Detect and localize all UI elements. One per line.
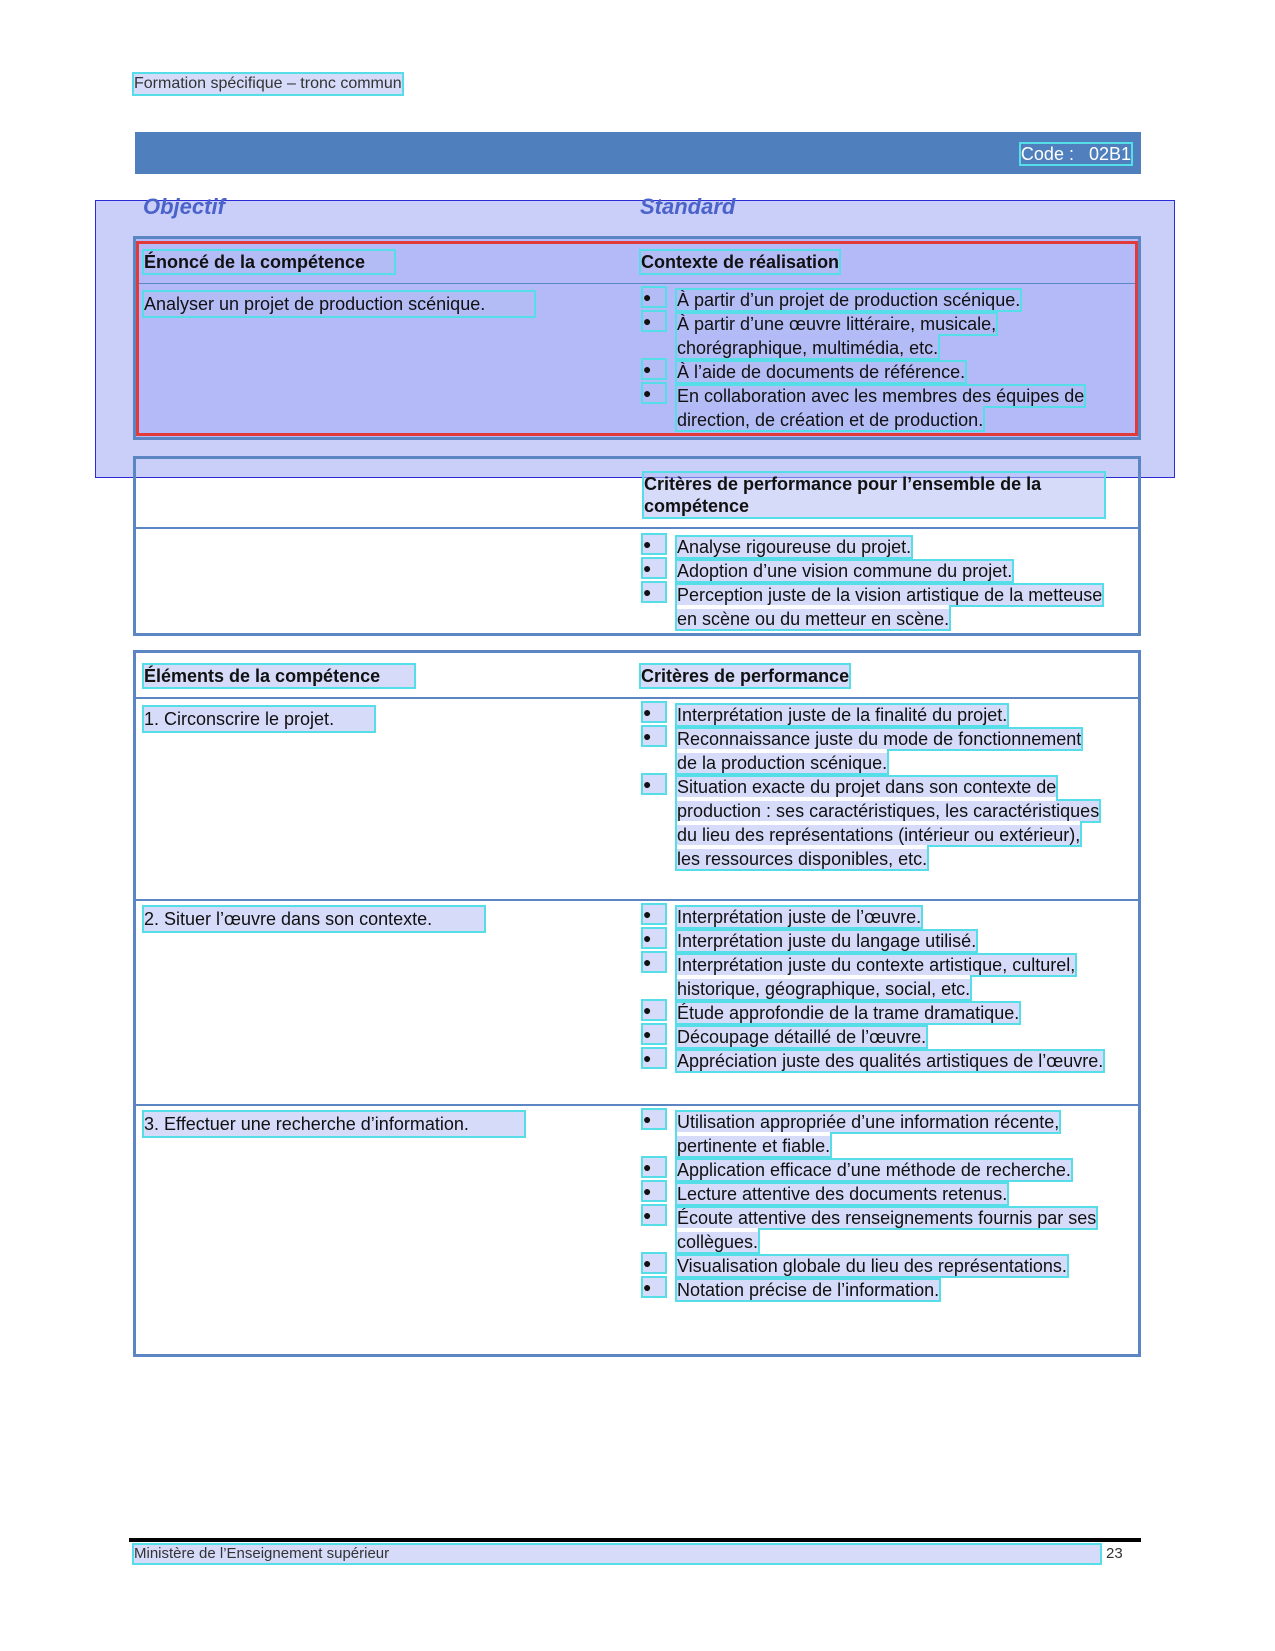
criteria-list [641,703,1106,871]
statement-content-row [136,283,1138,434]
list-item: ● Reconnaissance juste du mode de fonctionnement de la production scénique. [643,728,1082,773]
list-item: ● Utilisation appropriée d’une information récente, pertinente et fiable. [643,1111,1060,1156]
list-item: ● Étude approfondie de la trame dramatique. [643,1002,1020,1023]
bullet-icon: ● [643,929,665,947]
context-list [641,288,1106,432]
list-item: ● Notation précise de l’information. [643,1279,940,1300]
statement-header-left: Énoncé de la compétence [144,251,394,273]
header-banner [133,132,1141,174]
bullet-icon: ● [643,1206,665,1224]
competency-statement: Analyser un projet de production scénique. [144,292,534,316]
bullet-icon: ● [643,1158,665,1176]
elements-table [133,650,1141,1357]
criteria-list [641,1110,1106,1302]
bullet-icon: ● [643,775,665,793]
element-label: 1. Circonscrire le projet. [144,707,374,731]
bullet-icon: ● [643,1254,665,1272]
statement-table [133,236,1141,440]
bullet-icon: ● [643,535,665,553]
list-item: ● Adoption d’une vision commune du projet. [643,560,1013,581]
element-label: 2. Situer l’œuvre dans son contexte. [144,907,484,931]
bullet-icon: ● [643,1001,665,1019]
bullet-icon: ● [643,1025,665,1043]
page-number: 23 [1106,1545,1123,1562]
list-item: ● Application efficace d’une méthode de recherche. [643,1159,1071,1180]
statement-header-right: Contexte de réalisation [641,252,840,272]
footer-ministry: Ministère de l’Enseignement supérieur [134,1545,1100,1563]
list-item: ● En collaboration avec les membres des équipes de direction, de création et de production. [643,385,1085,430]
bullet-icon: ● [643,703,665,721]
statement-header-row [136,239,1138,283]
list-item: ● Interprétation juste de l’œuvre. [643,906,922,927]
list-item: ● À partir d’un projet de production scénique. [643,289,1021,310]
overall-criteria-table [133,456,1141,636]
bullet-icon: ● [643,583,665,601]
bullet-icon: ● [643,360,665,378]
overall-criteria-list [641,535,1106,631]
bullet-icon: ● [643,727,665,745]
running-head: Formation spécifique – tronc commun [134,75,402,92]
bullet-icon: ● [643,559,665,577]
list-item: ● Situation exacte du projet dans son contexte de production : ses caractéristiques, les caractéristiques du lieu des représentations (intérieur ou extérieur), les ressources disponibles, etc. [643,776,1100,869]
list-item: ● Lecture attentive des documents retenus. [643,1183,1008,1204]
list-item: ● Écoute attentive des renseignements fournis par ses collègues. [643,1207,1097,1252]
elements-header-right: Critères de performance [641,666,850,686]
bullet-icon: ● [643,312,665,330]
objective-title: Objectif [143,194,225,219]
bullet-icon: ● [643,288,665,306]
list-item: ● Interprétation juste de la finalité du projet. [643,704,1008,725]
element-row-1 [136,697,1138,899]
bullet-icon: ● [643,1049,665,1067]
overall-content-row [136,527,1138,635]
element-row-2 [136,899,1138,1104]
elements-header-row [136,653,1138,697]
criteria-list [641,905,1106,1073]
competency-code: Code : 02B1 [1020,144,1131,164]
list-item: ● Analyse rigoureuse du projet. [643,536,912,557]
list-item: ● Interprétation juste du contexte artistique, culturel, historique, géographique, social, etc. [643,954,1076,999]
list-item: ● Perception juste de la vision artistique de la metteuse en scène ou du metteur en scène. [643,584,1103,629]
list-item: ● À partir d’une œuvre littéraire, musicale, chorégraphique, multimédia, etc. [643,313,997,358]
standard-title: Standard [640,194,736,219]
bullet-icon: ● [643,905,665,923]
footer-rule [129,1538,1141,1542]
list-item: ● À l’aide de documents de référence. [643,361,966,382]
bullet-icon: ● [643,1182,665,1200]
overall-header-row [136,459,1138,527]
bullet-icon: ● [643,953,665,971]
bullet-icon: ● [643,1278,665,1296]
bullet-icon: ● [643,1110,665,1128]
list-item: ● Découpage détaillé de l’œuvre. [643,1026,927,1047]
overall-criteria-header: Critères de performance pour l’ensemble de la compétence [644,473,1104,517]
list-item: ● Interprétation juste du langage utilisé. [643,930,977,951]
element-label: 3. Effectuer une recherche d’information. [144,1112,524,1136]
elements-header-left: Éléments de la compétence [144,665,414,687]
list-item: ● Visualisation globale du lieu des représentations. [643,1255,1067,1276]
bullet-icon: ● [643,384,665,402]
list-item: ● Appréciation juste des qualités artistiques de l’œuvre. [643,1050,1104,1071]
element-row-3 [136,1104,1138,1354]
